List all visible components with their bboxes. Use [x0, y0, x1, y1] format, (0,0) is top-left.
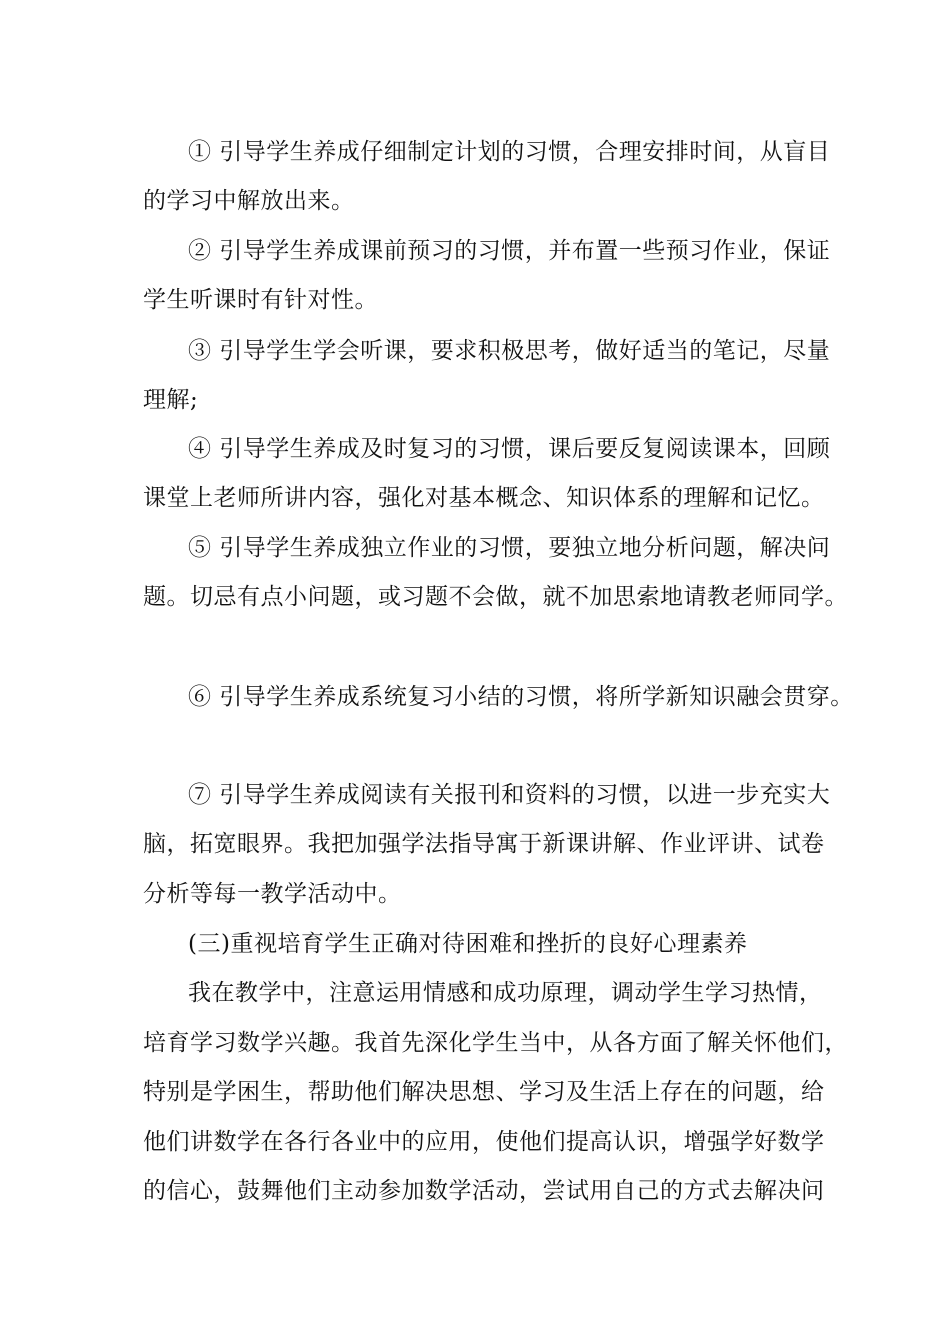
text-line: ② 引导学生养成课前预习的习惯，并布置一些预习作业，保证 — [188, 238, 831, 264]
section-heading: (三)重视培育学生正确对待困难和挫折的良好心理素养 — [188, 931, 748, 957]
text-line: 脑，拓宽眼界。我把加强学法指导寓于新课讲解、作业评讲、试卷 — [143, 831, 825, 857]
text-line: 他们讲数学在各行各业中的应用，使他们提高认识，增强学好数学 — [143, 1129, 825, 1155]
text-line: ④ 引导学生养成及时复习的习惯，课后要反复阅读课本，回顾 — [188, 436, 831, 462]
text-line: ① 引导学生养成仔细制定计划的习惯，合理安排时间，从盲目 — [188, 139, 831, 165]
text-line: ⑥ 引导学生养成系统复习小结的习惯，将所学新知识融会贯穿。 — [188, 684, 854, 710]
text-line: 的信心，鼓舞他们主动参加数学活动，尝试用自己的方式去解决问 — [143, 1178, 825, 1204]
text-line: 特别是学困生，帮助他们解决思想、学习及生活上存在的问题，给 — [143, 1079, 825, 1105]
text-line: ③ 引导学生学会听课，要求积极思考，做好适当的笔记，尽量 — [188, 338, 831, 364]
text-line: 题。切忌有点小问题，或习题不会做，就不加思索地请教老师同学。 — [143, 584, 848, 610]
text-line: 课堂上老师所讲内容，强化对基本概念、知识体系的理解和记忆。 — [143, 485, 825, 511]
text-line: 我在教学中，注意运用情感和成功原理，调动学生学习热情， — [188, 980, 823, 1006]
text-line: ⑤ 引导学生养成独立作业的习惯，要独立地分析问题，解决问 — [188, 535, 831, 561]
text-line: 分析等每一教学活动中。 — [143, 881, 402, 907]
text-line: 学生听课时有针对性。 — [143, 287, 378, 313]
text-line: 理解; — [143, 387, 199, 413]
text-line: 的学习中解放出来。 — [143, 188, 355, 214]
text-line: 培育学习数学兴趣。我首先深化学生当中，从各方面了解关怀他们， — [143, 1030, 848, 1056]
text-line: ⑦ 引导学生养成阅读有关报刊和资料的习惯，以进一步充实大 — [188, 782, 831, 808]
